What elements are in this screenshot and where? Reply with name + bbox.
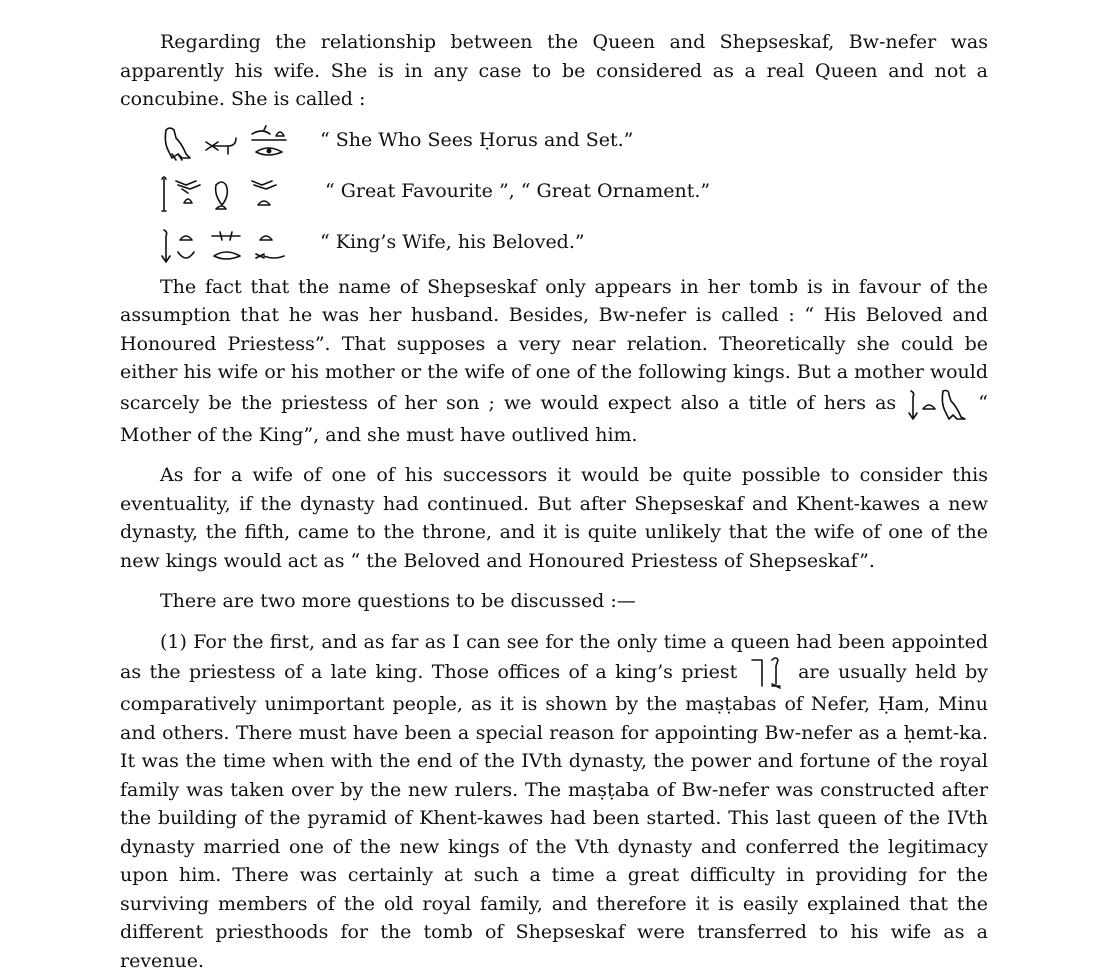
title-row-great-favourite [120,171,988,222]
paragraph-questions: There are two more questions to be discussed :— [120,587,988,616]
paragraph-first-question [120,628,988,975]
document-page [120,28,988,975]
hieroglyph-group-icon [160,226,290,266]
title-gloss: “ King’s Wife, his Beloved.” [320,228,585,256]
paragraph-relationship: Regarding the relationship between the Queen and Shepseskaf, Bw-nefer was apparently his wife. She is in any case to be considered as a real Queen and not a concubine. She is called : [120,28,988,114]
paragraph-text: The fact that the name of Shepseskaf only appears in her tomb is in favour of the assumption that he was her husband. Besides, Bw-nefer is called : “ His Beloved and Honoured Priestess”. That supposes a very near relation. Theoretically she could be either his wife or his mother or the wife of one of the following kings. But a mother would scarcely be the priestess of her son ; we would expect also a title of hers as [120,276,988,414]
title-gloss: “ She Who Sees Ḥorus and Set.” [320,126,633,154]
title-gloss: “ Great Favourite ”, “ Great Ornament.” [325,177,710,205]
paragraph-text: (1) For the first, and as far as I can see for the only time a queen had been appointed as the priestess of a late king. Those offices of a king’s priest [120,631,988,684]
hieroglyph-group-icon [160,124,290,164]
title-row-sees-horus [120,120,988,171]
mother-of-king-hieroglyph-icon [905,387,969,421]
paragraph-shepseskaf-name [120,273,988,450]
paragraph-text: are usually held by comparatively unimportant people, as it is shown by the maṣṭabas of Nefer, Ḥam, Minu and others. There must have been a special reason for appointing Bw-nefer as a ḥemt-ka. It was the time when with the end of the IVth dynasty, the power and fortune of the royal family was taken over by the new rulers. The maṣṭaba of Bw-nefer was constructed after the building of the pyramid of Khent-kawes had been started. This last queen of the IVth dynasty married one of the new kings of the Vth dynasty and conferred the legitimacy upon him. There was certainly at such a time a great difficulty in providing for the surviving members of the old royal family, and therefore it is easily explained that the different priesthoods for the tomb of Shepseskaf were transferred to his wife as a revenue. [120,661,988,972]
paragraph-successors: As for a wife of one of his successors it would be quite possible to consider this eventuality, if the dynasty had continued. But after Shepseskaf and Khent-kawes a new dynasty, the fifth, came to the throne, and it is quite unlikely that the wife of one of the new kings would act as “ the Beloved and Honoured Priestess of Shepseskaf”. [120,461,988,575]
title-row-kings-wife [120,222,988,273]
hieroglyph-group-icon [160,175,290,215]
kings-priest-hieroglyph-icon [746,656,790,690]
paragraph-text: “ Mother of the King”, and she must have outlived him. [120,392,988,446]
